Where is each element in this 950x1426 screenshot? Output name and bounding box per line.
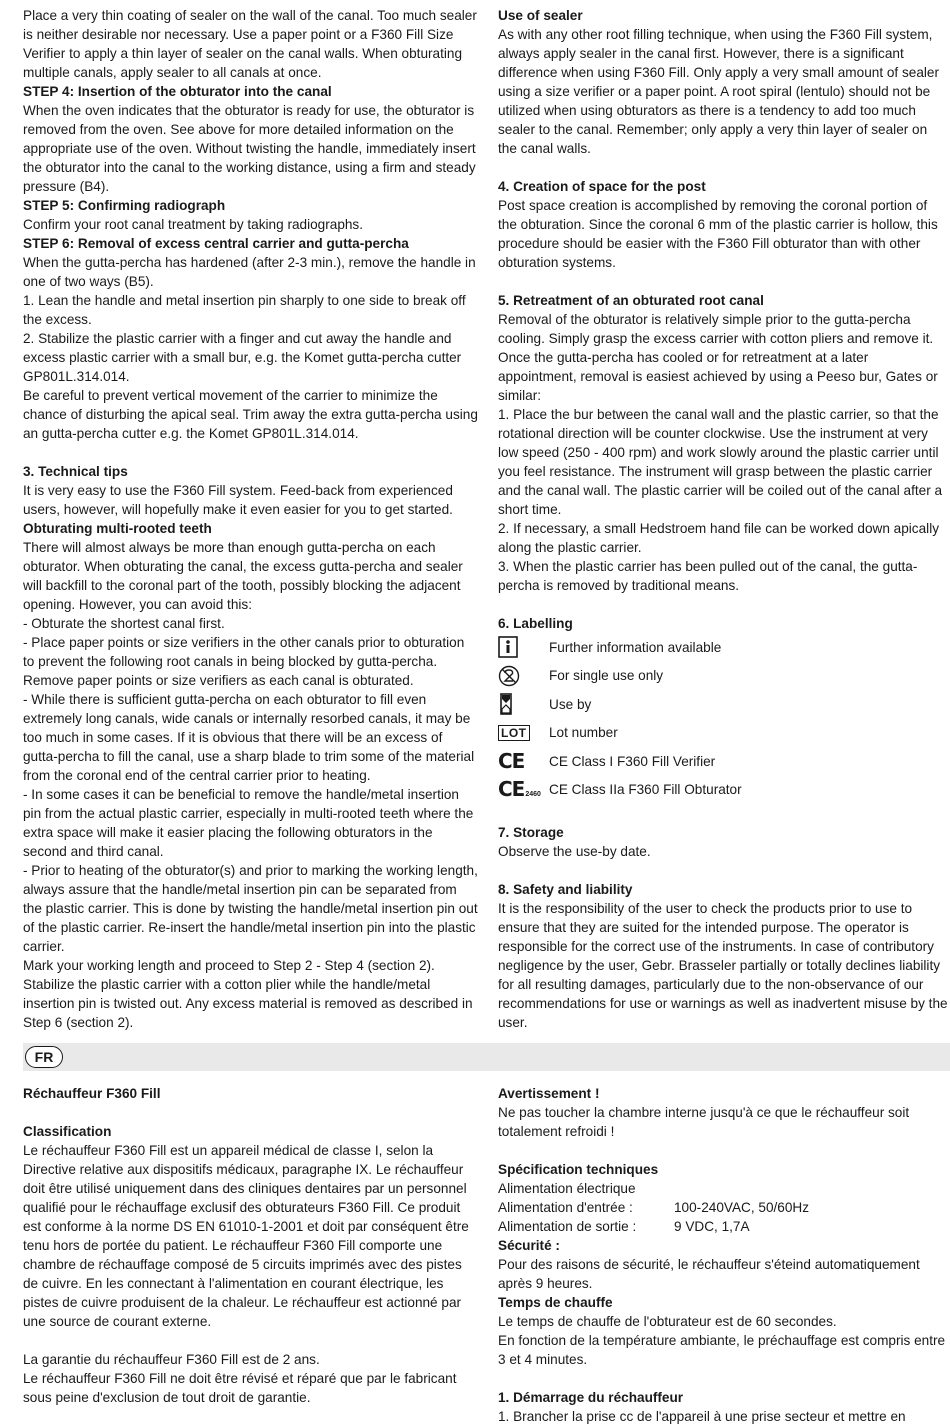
paragraph: - While there is sufficient gutta-percha on each obturator to fill even extremely long canals, wide canals or internally resorbed canals, it may be too much in some cases. If it is obvious that there will be an excess of gutta-percha to fill the canal, use a sharp blade to trim some of the material from the coronal end of the central carrier prior to heating. <box>23 692 475 783</box>
section-heading: Obturating multi-rooted teeth <box>23 521 212 536</box>
paragraph: When the oven indicates that the obturator is ready for use, the obturator is removed from the oven. See above for more detailed information on the appropriate use of the oven. Without twisting the handle, immediately insert the obturator into the canal to the working distance, using a firm and steady pressure (B4). <box>23 103 476 194</box>
spacer <box>498 595 948 614</box>
paragraph: Pour des raisons de sécurité, le réchauffeur s'éteind automatiquement après 9 heures. <box>498 1257 920 1291</box>
column-left-top <box>23 6 478 1032</box>
section-heading: STEP 4: Insertion of the obturator into the canal <box>23 84 332 99</box>
paragraph: Alimentation électrique <box>498 1181 636 1196</box>
labelling-text: CE Class I F360 Fill Verifier <box>549 753 716 769</box>
spec-key: Alimentation d'entrée : <box>498 1200 633 1215</box>
spacer <box>23 443 478 462</box>
spec-row <box>498 1198 948 1217</box>
spacer <box>498 1141 948 1160</box>
paragraph: It is very easy to use the F360 Fill system. Feed-back from experienced users, however, will hopefully make it even easier for you to get started. <box>23 483 453 517</box>
section-heading: 4. Creation of space for the post <box>498 179 706 194</box>
paragraph: En fonction de la température ambiante, le préchauffage est compris entre 3 et 4 minutes. <box>498 1333 946 1367</box>
spacer <box>498 158 948 177</box>
section-heading: Classification <box>23 1124 112 1139</box>
labelling-item <box>498 633 948 662</box>
labelling-item <box>498 776 948 805</box>
paragraph: Observe the use-by date. <box>498 844 651 859</box>
section-heading: 7. Storage <box>498 825 564 840</box>
paragraph: Confirm your root canal treatment by taking radiographs. <box>23 217 364 232</box>
spacer <box>498 1369 948 1388</box>
section-heading: STEP 5: Confirming radiograph <box>23 198 226 213</box>
section-heading: STEP 6: Removal of excess central carrier and gutta-percha <box>23 236 409 251</box>
paragraph: 3. When the plastic carrier has been pulled out of the canal, the gutta-percha is removed by traditional means. <box>498 559 918 593</box>
section-heading: Réchauffeur F360 Fill <box>23 1086 161 1101</box>
labelling-list <box>498 633 948 804</box>
labelling-text: For single use only <box>549 668 664 684</box>
spec-key: Alimentation de sortie : <box>498 1219 637 1234</box>
paragraph: Be careful to prevent vertical movement of the carrier to minimize the chance of disturbing the apical seal. Trim away the extra gutta-percha using an gutta-percha cutter e.g. the Komet GP801L.314.014. <box>23 388 478 441</box>
paragraph: Le temps de chauffe de l'obturateur est de 60 secondes. <box>498 1314 837 1329</box>
paragraph: Le réchauffeur F360 Fill ne doit être révisé et réparé que par le fabricant sous peine d'exclusion de tout droit de garantie. <box>23 1371 457 1405</box>
single-use-icon <box>498 665 549 687</box>
column-right-top <box>498 6 948 1032</box>
paragraph: 2. If necessary, a small Hedstroem hand file can be worked down apically along the plastic carrier. <box>498 521 940 555</box>
labelling-item <box>498 747 948 776</box>
spec-row <box>498 1217 948 1236</box>
language-bar <box>23 1043 950 1071</box>
paragraph: It is the responsibility of the user to check the products prior to use to ensure that they are suited for the intended purpose. The operator is responsible for the correct use of the instruments. In case of contributory negligence by the user, Gebr. Brasseler partially or totally declines liability for all resulting damages, particularly due to the non-observance of our recommendations for use or warnings as well as inadvertent misuse by the user. <box>498 901 948 1030</box>
labelling-text: Further information available <box>549 639 722 655</box>
labelling-item <box>498 690 948 719</box>
column-right-bottom <box>498 1084 948 1426</box>
section-heading: Temps de chauffe <box>498 1295 613 1310</box>
paragraph: 1. Place the bur between the canal wall and the plastic carrier, so that the rotational direction will be counter clockwise. Use the instrument at very low speed (250 - 400 rpm) and work slowly around the plastic carrier until you feel resistance. The instrument will grasp between the plastic carrier and the canal wall. The plastic carrier will be coiled out of the canal after a short time. <box>498 407 943 517</box>
paragraph: There will almost always be more than enough gutta-percha on each obturator. When obturating the canal, the excess gutta-percha and sealer will backfill to the coronal part of the tooth, possibly blocking the adjacent opening. However, you can avoid this: <box>23 540 463 612</box>
labelling-text: CE Class IIa F360 Fill Obturator <box>549 782 742 798</box>
paragraph: 2. Stabilize the plastic carrier with a finger and cut away the handle and excess plastic carrier with a small bur, e.g. the Komet gutta-percha cutter GP801L.314.014. <box>23 331 462 384</box>
section-heading: 5. Retreatment of an obturated root canal <box>498 293 764 308</box>
section-heading: Avertissement ! <box>498 1086 600 1101</box>
section-heading: 3. Technical tips <box>23 464 128 479</box>
section-heading: Spécification techniques <box>498 1162 659 1177</box>
labelling-text: Use by <box>549 696 592 712</box>
ce-mark-2460-icon: CE 2460 <box>498 777 541 802</box>
lot-icon: LOT <box>498 725 549 741</box>
spacer <box>23 1331 478 1350</box>
column-left-bottom <box>23 1084 478 1407</box>
section-heading: 1. Démarrage du réchauffeur <box>498 1390 684 1405</box>
paragraph: Mark your working length and proceed to Step 2 - Step 4 (section 2). Stabilize the plastic carrier with a cotton plier while the handle/metal insertion pin is twisted out. Any excess material is removed as described in Step 6 (section 2). <box>23 958 473 1030</box>
labelling-item <box>498 662 948 691</box>
labelling-text: Lot number <box>549 725 618 741</box>
ce-mark-icon: CE <box>498 748 525 773</box>
paragraph: Place a very thin coating of sealer on the wall of the canal. Too much sealer is neither desirable nor necessary. Use a paper point or a F360 Fill Size Verifier to apply a thin layer of sealer on the canal walls. When obturating multiple canals, apply sealer to all canals at once. <box>23 8 477 80</box>
section-heading: 8. Safety and liability <box>498 882 633 897</box>
paragraph: When the gutta-percha has hardened (after 2-3 min.), remove the handle in one of two ways (B5). <box>23 255 476 289</box>
paragraph: - In some cases it can be beneficial to remove the handle/metal insertion pin from the actual plastic carrier, especially in multi-rooted teeth where the extra space will make it easier placing the following obturators in the second and third canal. <box>23 787 474 859</box>
paragraph: As with any other root filling technique, when using the F360 Fill system, always apply sealer in the canal first. However, there is a significant difference when using F360 Fill. Only apply a very small amount of sealer using a size verifier or a paper point. A root spiral (lentulo) should not be utilized when using obturators as there is a tendency to add too much sealer to the canal. Remember; only apply a very thin layer of sealer on the canal walls. <box>498 27 940 156</box>
spec-value: 100-240VAC, 50/60Hz <box>674 1200 810 1215</box>
paragraph: - Obturate the shortest canal first. <box>23 616 225 631</box>
section-heading: Use of sealer <box>498 8 583 23</box>
paragraph: Post space creation is accomplished by removing the coronal portion of the obturation. Since the coronal 6 mm of the plastic carrier is hollow, this procedure should be easier with the F360 Fill obturator than with other obturation systems. <box>498 198 938 270</box>
paragraph: La garantie du réchauffeur F360 Fill est de 2 ans. <box>23 1352 320 1367</box>
paragraph: - Place paper points or size verifiers in the other canals prior to obturation to prevent the following root canals in being blocked by gutta-percha. Remove paper points or size verifiers as each canal is obturated. <box>23 635 465 688</box>
spec-value: 9 VDC, 1,7A <box>674 1219 750 1234</box>
section-heading: Sécurité : <box>498 1238 560 1253</box>
paragraph: Removal of the obturator is relatively simple prior to the gutta-percha cooling. Simply grasp the excess carrier with cotton pliers and remove it. Once the gutta-percha has cooled or for retreatment at a later appointment, removal is easiest achieved by using a Peeso bur, Gates or similar: <box>498 312 938 403</box>
paragraph: Le réchauffeur F360 Fill est un appareil médical de classe I, selon la Directive relative aux dispositifs médicaux, paragraphe IX. Le réchauffeur doit être utilisé uniquement dans des cliniques dentaires par un personnel qualifié pour le réchauffage exclusif des obturateurs F360 Fill. Ce produit est conforme à la norme DS EN 61010-1-2001 et doit par conséquent être tenu hors de portée du patient. Le réchauffeur F360 Fill comporte une chambre de réchauffage composé de 5 circuits imprimés avec des pistes de cuivre. En les connectant à l'alimentation en courant électrique, les pistes de cuivre produisent de la chaleur. Le réchauffeur est actionné par une source de courant externe. <box>23 1143 469 1329</box>
hourglass-icon <box>498 693 549 715</box>
specs-table <box>498 1198 948 1236</box>
info-icon <box>498 636 549 658</box>
spacer <box>498 272 948 291</box>
paragraph: Ne pas toucher la chambre interne jusqu'à ce que le réchauffeur soit totalement refroidi ! <box>498 1105 910 1139</box>
paragraph: 1. Lean the handle and metal insertion pin sharply to one side to break off the excess. <box>23 293 466 327</box>
section-heading: 6. Labelling <box>498 616 573 631</box>
paragraph: 1. Brancher la prise cc de l'appareil à une prise secteur et mettre en <box>498 1409 906 1424</box>
paragraph: - Prior to heating of the obturator(s) and prior to marking the working length, always assure that the handle/metal insertion pin can be separated from the plastic carrier. This is done by twisting the handle/metal insertion pin out of the plastic carrier. Re-insert the handle/metal insertion pin into the plastic carrier. <box>23 863 478 954</box>
spacer <box>23 1103 478 1122</box>
language-badge: FR <box>25 1046 63 1068</box>
labelling-item <box>498 719 948 748</box>
spacer <box>498 861 948 880</box>
